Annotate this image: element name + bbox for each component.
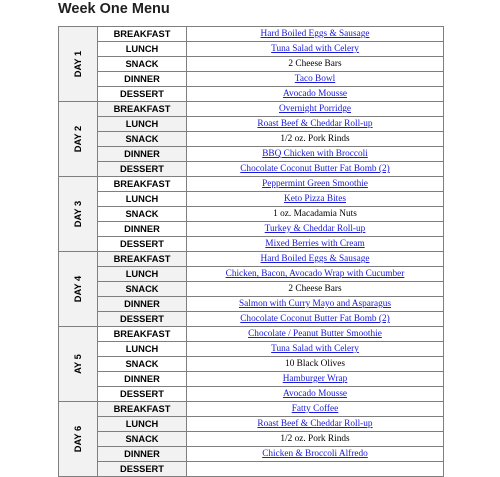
dish-cell: [187, 252, 444, 267]
dish-cell: [187, 387, 444, 402]
recipe-link[interactable]: Peppermint Green Smoothie: [262, 179, 368, 189]
recipe-link[interactable]: Avocado Mousse: [282, 389, 348, 399]
table-row: [59, 252, 444, 267]
table-row: [59, 177, 444, 192]
day-label-cell: [59, 102, 98, 177]
meal-type: DESSERT: [98, 87, 187, 102]
dish-cell: [187, 447, 444, 462]
recipe-link[interactable]: Overnight Porridge: [278, 104, 352, 114]
meal-type: DINNER: [98, 147, 187, 162]
meal-type: SNACK: [98, 432, 187, 447]
dish-cell: [187, 417, 444, 432]
table-row: [59, 372, 444, 387]
recipe-link[interactable]: Roast Beef & Cheddar Roll-up: [257, 419, 373, 429]
meal-type: SNACK: [98, 207, 187, 222]
recipe-link[interactable]: Turkey & Cheddar Roll-up: [264, 224, 366, 234]
meal-type: SNACK: [98, 132, 187, 147]
dish-cell: [187, 87, 444, 102]
dish-cell: [187, 402, 444, 417]
dish-cell: [187, 357, 444, 372]
meal-type: BREAKFAST: [98, 252, 187, 267]
table-row: [59, 387, 444, 402]
table-row: [59, 102, 444, 117]
meal-type: SNACK: [98, 282, 187, 297]
table-row: [59, 462, 444, 477]
dish-cell: [187, 117, 444, 132]
recipe-link[interactable]: Mixed Berries with Cream: [265, 239, 365, 249]
meal-type: DINNER: [98, 72, 187, 87]
table-row: [59, 207, 444, 222]
day-label-cell: [59, 402, 98, 477]
table-row: [59, 417, 444, 432]
meal-type: DESSERT: [98, 162, 187, 177]
table-row: [59, 342, 444, 357]
table-row: [59, 297, 444, 312]
recipe-link[interactable]: Tuna Salad with Celery: [271, 44, 359, 54]
table-row: [59, 42, 444, 57]
meal-type: LUNCH: [98, 192, 187, 207]
dish-cell: [187, 27, 444, 42]
table-row: [59, 282, 444, 297]
day-label: DAY 2: [73, 125, 83, 153]
dish-cell: [187, 177, 444, 192]
day-label: DAY 3: [73, 200, 83, 228]
day-label-cell: [59, 27, 98, 102]
recipe-link[interactable]: Keto Pizza Bites: [284, 194, 346, 204]
table-row: [59, 132, 444, 147]
day-label: DAY 6: [73, 425, 83, 453]
table-row: [59, 432, 444, 447]
recipe-link[interactable]: Chicken & Broccoli Alfredo: [262, 449, 368, 459]
day-label-cell: [59, 327, 98, 402]
dish-cell: [187, 282, 444, 297]
recipe-link[interactable]: Roast Beef & Cheddar Roll-up: [257, 119, 373, 129]
recipe-link[interactable]: Taco Bowl: [294, 74, 336, 84]
dish-cell: [187, 312, 444, 327]
day-label-cell: [59, 177, 98, 252]
meal-type: LUNCH: [98, 417, 187, 432]
day-label: DAY 4: [73, 275, 83, 303]
table-row: [59, 357, 444, 372]
menu-table-body: [59, 27, 444, 477]
table-row: [59, 192, 444, 207]
recipe-link[interactable]: Hamburger Wrap: [282, 374, 348, 384]
dish-text: 1/2 oz. Pork Rinds: [280, 434, 350, 444]
table-row: [59, 237, 444, 252]
table-row: [59, 72, 444, 87]
recipe-link[interactable]: Chocolate Coconut Butter Fat Bomb (2): [240, 164, 390, 174]
dish-text: 2 Cheese Bars: [288, 284, 342, 294]
menu-table: [58, 26, 444, 477]
meal-type: BREAKFAST: [98, 177, 187, 192]
meal-type: DESSERT: [98, 387, 187, 402]
meal-type: BREAKFAST: [98, 402, 187, 417]
recipe-link[interactable]: Hard Boiled Eggs & Sausage: [260, 254, 370, 264]
recipe-link[interactable]: Chocolate Coconut Butter Fat Bomb (2): [240, 314, 390, 324]
table-row: [59, 402, 444, 417]
dish-cell: [187, 42, 444, 57]
recipe-link[interactable]: BBQ Chicken with Broccoli: [262, 149, 368, 159]
day-label: AY 5: [73, 354, 83, 374]
meal-type: SNACK: [98, 57, 187, 72]
dish-cell: [187, 132, 444, 147]
dish-cell: [187, 222, 444, 237]
table-row: [59, 57, 444, 72]
meal-type: BREAKFAST: [98, 327, 187, 342]
meal-type: LUNCH: [98, 42, 187, 57]
table-row: [59, 87, 444, 102]
day-label: DAY 1: [73, 50, 83, 78]
meal-type: BREAKFAST: [98, 102, 187, 117]
dish-cell: [187, 72, 444, 87]
table-row: [59, 312, 444, 327]
dish-cell: [187, 432, 444, 447]
table-row: [59, 162, 444, 177]
recipe-link[interactable]: Salmon with Curry Mayo and Asparagus: [238, 299, 392, 309]
meal-type: LUNCH: [98, 117, 187, 132]
recipe-link[interactable]: Chocolate / Peanut Butter Smoothie: [248, 329, 382, 339]
dish-cell: [187, 207, 444, 222]
dish-text: 1 oz. Macadamia Nuts: [273, 209, 357, 219]
table-row: [59, 117, 444, 132]
table-row: [59, 267, 444, 282]
meal-type: DINNER: [98, 447, 187, 462]
day-label-cell: [59, 252, 98, 327]
meal-type: DINNER: [98, 297, 187, 312]
meal-type: BREAKFAST: [98, 27, 187, 42]
dish-cell: [187, 147, 444, 162]
table-row: [59, 27, 444, 42]
dish-cell: [187, 57, 444, 72]
recipe-link[interactable]: Fatty Coffee: [291, 404, 339, 414]
dish-text: 1/2 oz. Pork Rinds: [280, 134, 350, 144]
dish-cell: [187, 237, 444, 252]
table-row: [59, 327, 444, 342]
meal-type: DINNER: [98, 222, 187, 237]
dish-cell: [187, 327, 444, 342]
meal-type: DESSERT: [98, 462, 187, 477]
table-row: [59, 222, 444, 237]
dish-cell: [187, 342, 444, 357]
meal-type: DESSERT: [98, 312, 187, 327]
recipe-link[interactable]: Chicken, Bacon, Avocado Wrap with Cucumber: [225, 269, 405, 279]
meal-type: DESSERT: [98, 237, 187, 252]
meal-type: DINNER: [98, 372, 187, 387]
page-title: Week One Menu: [58, 1, 170, 17]
dish-text: 2 Cheese Bars: [288, 59, 342, 69]
dish-cell: [187, 297, 444, 312]
dish-cell: [187, 267, 444, 282]
dish-cell: [187, 192, 444, 207]
dish-cell: [187, 372, 444, 387]
meal-type: LUNCH: [98, 267, 187, 282]
recipe-link[interactable]: Tuna Salad with Celery: [271, 344, 359, 354]
dish-text: 10 Black Olives: [285, 359, 345, 369]
recipe-link[interactable]: Hard Boiled Eggs & Sausage: [260, 29, 370, 39]
dish-cell: [187, 462, 444, 477]
meal-type: LUNCH: [98, 342, 187, 357]
table-row: [59, 447, 444, 462]
dish-cell: [187, 102, 444, 117]
recipe-link[interactable]: Avocado Mousse: [282, 89, 348, 99]
dish-cell: [187, 162, 444, 177]
table-row: [59, 147, 444, 162]
meal-type: SNACK: [98, 357, 187, 372]
